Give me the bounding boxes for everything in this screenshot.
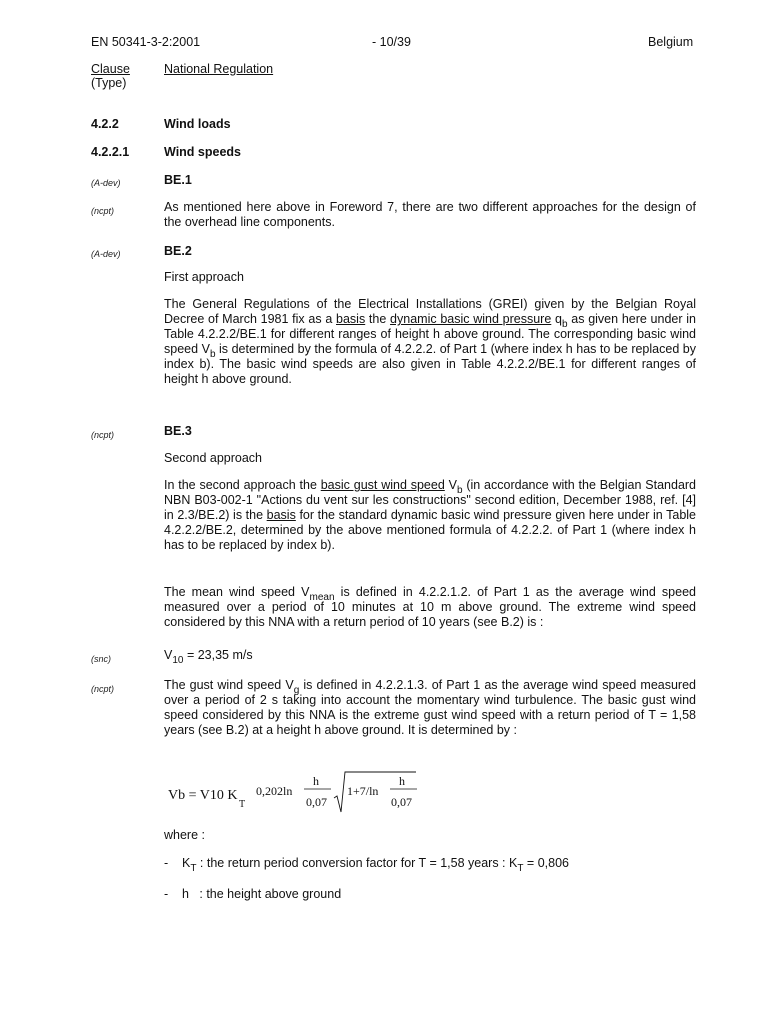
type-tag: (ncpt) bbox=[91, 206, 115, 216]
formula-den2: 0,07 bbox=[391, 795, 412, 809]
be3-paragraph-3: The gust wind speed $V_g$ is defined in 4.2.2.1.3. of Part 1 as the average wind speed measured over a period of 2 s taking into account the momentary wind turbulence. The basic gust wind speed considered by this NNA is the extreme gust wind speed with a return period of T = 1,58 years (see B.2) at a height h above ground. It is determined by : bbox=[164, 678, 696, 737]
gust-speed-formula bbox=[166, 770, 426, 816]
type-tag: (ncpt) bbox=[91, 430, 115, 440]
col-regulation-header: National Regulation bbox=[164, 62, 274, 76]
be2-paragraph: The General Regulations of the Electrical Installations (GREI) given by the Belgian Royal Decree of March 1981 fix as a basis the dynamic basic wind pressure $q_b$ as given here under in Table 4.2.2.2/BE.1 for different ranges of height h above ground. The corresponding basic wind speed $V_b$ is determined by the formula of 4.2.2.2. of Part 1 (where index h has to be replaced by index b). The basic wind speeds are also given in Table 4.2.2.2/BE.1 for different ranges of height h above ground. bbox=[164, 297, 697, 386]
formula-lhs: Vb = V10 K bbox=[168, 788, 238, 803]
where-label: where : bbox=[164, 828, 205, 842]
formula-kt-sub: T bbox=[239, 799, 246, 810]
be3-paragraph-2: The mean wind speed $V_{mean}$ is defined in 4.2.2.1.2. of Part 1 as the average wind speed measured over a period of 10 minutes at 10 m above ground. The extreme wind speed considered by this NNA with a return period of 10 years (see B.2) is : bbox=[164, 585, 696, 629]
section-title: Wind loads bbox=[164, 117, 231, 131]
v10-value: $V_{10} = 23,35$ m/s bbox=[164, 648, 253, 666]
be3-title: BE.3 bbox=[164, 424, 192, 438]
def-dash: - bbox=[164, 887, 169, 901]
def-dash: - bbox=[164, 856, 169, 870]
formula-num2: h bbox=[399, 774, 405, 788]
page-number: - 10/39 bbox=[372, 35, 411, 49]
be2-title: BE.2 bbox=[164, 244, 192, 258]
type-tag: (snc) bbox=[91, 654, 111, 664]
def-h: h : the height above ground bbox=[182, 887, 342, 901]
country: Belgium bbox=[648, 35, 694, 49]
be3-subtitle: Second approach bbox=[164, 451, 262, 465]
type-tag: (A-dev) bbox=[91, 249, 121, 259]
type-tag: (ncpt) bbox=[91, 684, 115, 694]
subsection-title: Wind speeds bbox=[164, 145, 241, 159]
section-number: 4.2.2 bbox=[91, 117, 119, 131]
col-type-header: (Type) bbox=[91, 76, 127, 90]
formula-coef: 0,202ln bbox=[256, 784, 293, 798]
col-clause-header: Clause bbox=[91, 62, 130, 76]
be1-title: BE.1 bbox=[164, 173, 192, 187]
be3-paragraph-1: In the second approach the basic gust wind speed $V_b$ (in accordance with the Belgian Standard NBN B03-002-1 "Actions du vent sur les constructions" second edition, December 1988, ref. [4] in 2.3/BE.2) is the basis for the standard dynamic basic wind pressure given here under in Table 4.2.2.2/BE.2, determined by the above mentioned formula of 4.2.2.2. of Part 1 (where index h has to be replaced by index b). bbox=[164, 478, 697, 552]
formula-num1: h bbox=[313, 774, 319, 788]
doc-id: EN 50341-3-2:2001 bbox=[91, 35, 201, 49]
be1-text: As mentioned here above in Foreword 7, there are two different approaches for the design of the overhead line components. bbox=[164, 200, 696, 229]
be2-subtitle: First approach bbox=[164, 270, 244, 284]
type-tag: (A-dev) bbox=[91, 178, 121, 188]
def-kt: $K_T$ : the return period conversion factor for T = 1,58 years : $K_T = 0,806$ bbox=[182, 856, 569, 874]
subsection-number: 4.2.2.1 bbox=[91, 145, 130, 159]
formula-sqrt-body: 1+7/ln bbox=[347, 784, 379, 798]
formula-den1: 0,07 bbox=[306, 795, 327, 809]
